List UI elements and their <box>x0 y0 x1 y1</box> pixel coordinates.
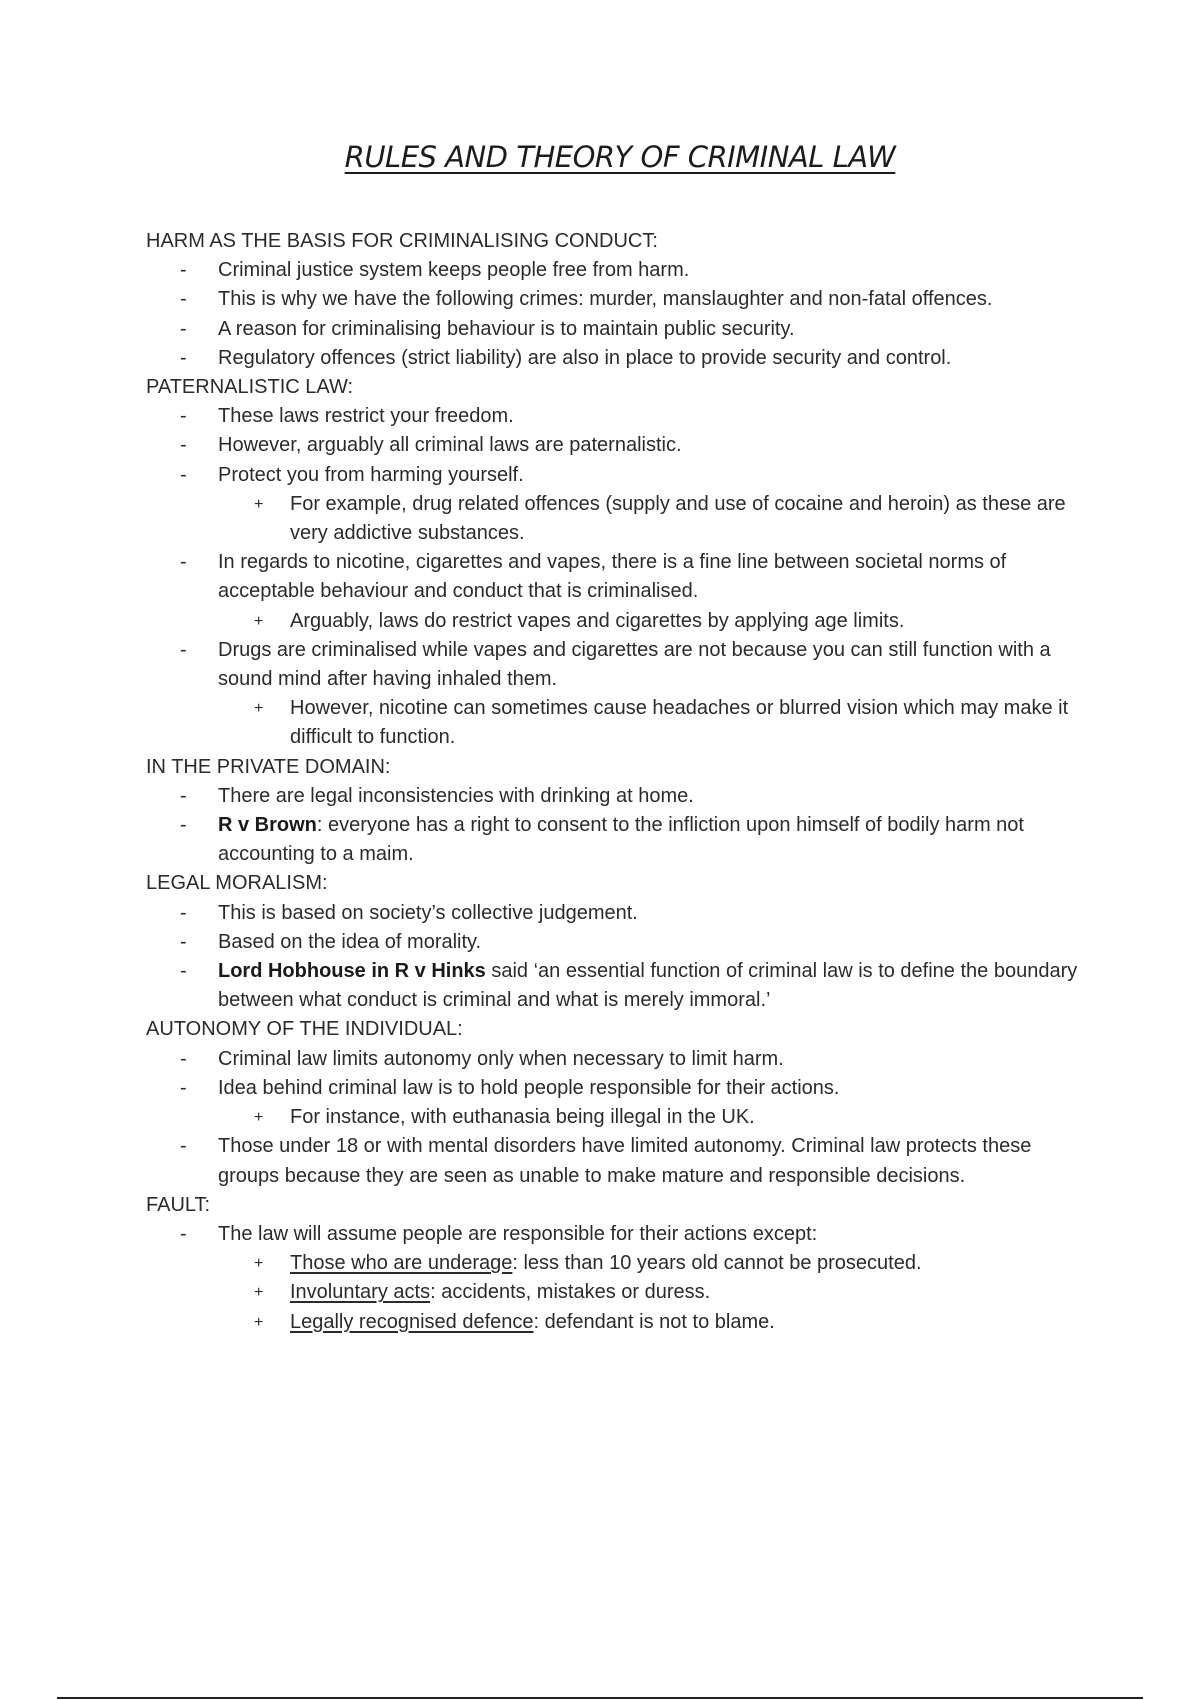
dash-bullet: - <box>180 1047 187 1070</box>
bullet-list <box>146 402 1096 752</box>
sub-bullet-list <box>218 607 1096 636</box>
section-heading: HARM AS THE BASIS FOR CRIMINALISING CONDUCT: <box>146 230 658 252</box>
dash-bullet: - <box>180 463 187 486</box>
dash-bullet: - <box>180 405 187 428</box>
page-bottom-divider <box>57 1697 1143 1699</box>
plus-bullet: + <box>254 1313 264 1331</box>
list-item: - Lord Hobhouse in R v Hinks said ‘an essential function of criminal law is to define the boundary between what conduct is criminal and what is merely immoral.’ <box>146 957 1096 1015</box>
sub-list-item: + Involuntary acts: accidents, mistakes or duress. <box>218 1278 1096 1307</box>
dash-bullet: - <box>180 288 187 311</box>
dash-bullet: - <box>180 346 187 369</box>
list-item: - Regulatory offences (strict liability) are also in place to provide security and control. <box>146 344 1096 373</box>
defence-term: Legally recognised defence <box>290 1310 534 1333</box>
list-item: - In regards to nicotine, cigarettes and vapes, there is a fine line between societal norms of acceptable behaviour and conduct that is criminalised. + Arguably, laws do restrict vapes and cigarettes by applying age limits. <box>146 548 1096 636</box>
plus-bullet: + <box>254 1109 264 1127</box>
list-item: - Those under 18 or with mental disorders have limited autonomy. Criminal law protects these groups because they are seen as unable to make mature and responsible decisions. <box>146 1132 1096 1190</box>
list-item: - R v Brown: everyone has a right to consent to the infliction upon himself of bodily harm not accounting to a maim. <box>146 811 1096 869</box>
list-item: - However, arguably all criminal laws are paternalistic. <box>146 431 1096 460</box>
list-item: - The law will assume people are responsible for their actions except: + Those who are underage: less than 10 years old cannot be prosecuted. + Involuntary acts: accidents, mistakes or duress. + Legally recognised defence: defendant is not to blame. <box>146 1220 1096 1337</box>
list-item: - Criminal law limits autonomy only when necessary to limit harm. <box>146 1045 1096 1074</box>
sub-list-item: + Those who are underage: less than 10 years old cannot be prosecuted. <box>218 1249 1096 1278</box>
list-item: - These laws restrict your freedom. <box>146 402 1096 431</box>
defence-term: Involuntary acts <box>290 1281 431 1304</box>
plus-bullet: + <box>254 1284 264 1302</box>
dash-bullet: - <box>180 317 187 340</box>
bullet-list <box>146 899 1096 1016</box>
case-name: Lord Hobhouse in R v Hinks <box>218 960 486 983</box>
sub-bullet-list <box>218 1249 1096 1337</box>
list-item: - This is why we have the following crimes: murder, manslaughter and non-fatal offences. <box>146 285 1096 314</box>
defence-term: Those who are underage <box>290 1252 513 1275</box>
list-item: - Protect you from harming yourself. + For example, drug related offences (supply and use of cocaine and heroin) as these are very addictive substances. <box>146 461 1096 549</box>
list-item: - Based on the idea of morality. <box>146 928 1096 957</box>
sub-bullet-list <box>218 1103 1096 1132</box>
dash-bullet: - <box>180 930 187 953</box>
document-body <box>146 227 1096 1337</box>
bullet-list <box>146 1045 1096 1191</box>
dash-bullet: - <box>180 638 187 661</box>
dash-bullet: - <box>180 551 187 574</box>
section-heading: LEGAL MORALISM: <box>146 872 328 895</box>
sub-list-item: + Arguably, laws do restrict vapes and cigarettes by applying age limits. <box>218 607 1096 636</box>
bullet-list <box>146 256 1096 373</box>
section-heading: IN THE PRIVATE DOMAIN: <box>146 755 391 778</box>
sub-list-item: + For instance, with euthanasia being illegal in the UK. <box>218 1103 1096 1132</box>
page-title: RULES AND THEORY OF CRIMINAL LAW <box>344 140 896 174</box>
plus-bullet: + <box>254 1255 264 1273</box>
list-item: - Idea behind criminal law is to hold people responsible for their actions. + For instance, with euthanasia being illegal in the UK. <box>146 1074 1096 1132</box>
section-heading: FAULT: <box>146 1193 211 1216</box>
dash-bullet: - <box>180 901 187 924</box>
sub-list-item: + Legally recognised defence: defendant is not to blame. <box>218 1308 1096 1337</box>
bullet-list <box>146 782 1096 870</box>
dash-bullet: - <box>180 784 187 807</box>
section-heading: AUTONOMY OF THE INDIVIDUAL: <box>146 1018 463 1041</box>
list-item: - Drugs are criminalised while vapes and cigarettes are not because you can still function with a sound mind after having inhaled them. + However, nicotine can sometimes cause headaches or blurred vision which may make it difficult to function. <box>146 636 1096 753</box>
section-heading: PATERNALISTIC LAW: <box>146 376 354 399</box>
dash-bullet: - <box>180 1076 187 1099</box>
dash-bullet: - <box>180 259 187 282</box>
list-item: - A reason for criminalising behaviour is to maintain public security. <box>146 315 1096 344</box>
list-item: - Criminal justice system keeps people free from harm. <box>146 256 1096 285</box>
dash-bullet: - <box>180 1222 187 1245</box>
plus-bullet: + <box>254 700 264 718</box>
plus-bullet: + <box>254 612 264 630</box>
plus-bullet: + <box>254 495 264 513</box>
dash-bullet: - <box>180 1135 187 1158</box>
sub-list-item: + However, nicotine can sometimes cause headaches or blurred vision which may make it difficult to function. <box>218 694 1096 752</box>
sub-bullet-list <box>218 694 1096 752</box>
sub-list-item: + For example, drug related offences (supply and use of cocaine and heroin) as these are very addictive substances. <box>218 490 1096 548</box>
sub-bullet-list <box>218 490 1096 548</box>
dash-bullet: - <box>180 960 187 983</box>
list-item: - This is based on society’s collective judgement. <box>146 899 1096 928</box>
list-item: - There are legal inconsistencies with drinking at home. <box>146 782 1096 811</box>
bullet-list <box>146 1220 1096 1337</box>
dash-bullet: - <box>180 814 187 837</box>
dash-bullet: - <box>180 434 187 457</box>
case-name: R v Brown <box>218 814 317 837</box>
